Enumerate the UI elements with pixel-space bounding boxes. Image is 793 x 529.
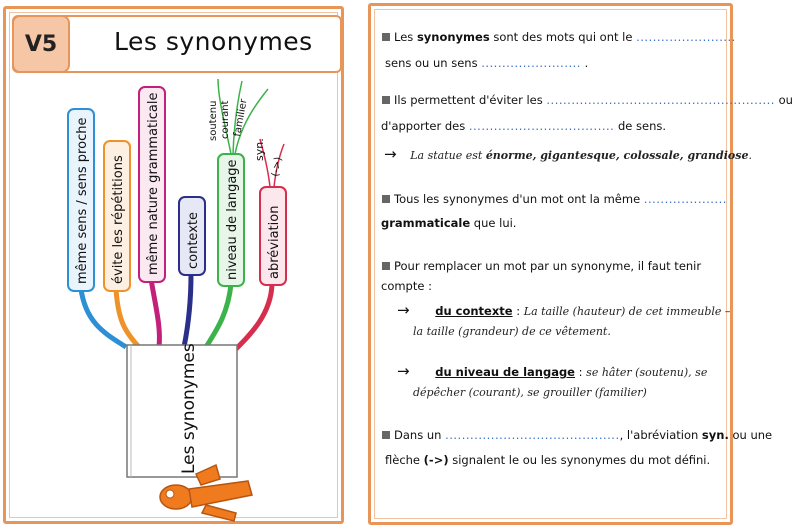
paragraph-2-line-1: Ils permettent d'éviter les ....................................................... ou — [382, 93, 793, 107]
paragraph-3-line-1: Tous les synonymes d'un mot ont la même .................... — [382, 192, 727, 206]
register-line-2: dépêcher (courant), se grouiller (familier) — [413, 386, 647, 399]
sub-label-syn: syn. — [253, 138, 266, 161]
blank-field: .......................................... — [445, 428, 620, 442]
branch-label-evite: évite les répétitions — [111, 155, 126, 284]
branch-label-abreviation: abréviation — [267, 205, 282, 279]
paragraph-1-line-1: Les synonymes sont des mots qui ont le ........................ — [382, 30, 736, 44]
branch-label-meme-nature: même nature grammaticale — [146, 92, 161, 275]
branch-label-contexte: contexte — [186, 212, 201, 269]
sub-label-familier: familier — [232, 98, 250, 138]
blank-field: ........................ — [481, 56, 581, 70]
example-1: → La statue est énorme, gigantesque, colossale, grandiose. — [384, 145, 752, 163]
bullet-square-icon — [382, 262, 390, 270]
bullet-square-icon — [382, 195, 390, 203]
bullet-square-icon — [382, 96, 390, 104]
blank-field: ........................ — [636, 30, 736, 44]
context-line-1: → du contexte : La taille (hauteur) de cet immeuble – — [397, 301, 731, 319]
mindmap-diagram — [6, 69, 341, 519]
paragraph-4-line-2: compte : — [381, 279, 432, 293]
mindmap-panel — [3, 6, 344, 524]
branch-line-orange — [116, 289, 139, 347]
page-title: Les synonymes — [114, 27, 313, 56]
paragraph-4-line-1: Pour remplacer un mot par un synonyme, il faut tenir — [382, 259, 701, 273]
branch-line-magenta — [151, 279, 159, 347]
context-line-2: la taille (grandeur) de ce vêtement. — [413, 325, 611, 338]
blank-field: ................................... — [468, 119, 615, 133]
lesson-badge: V5 — [12, 15, 70, 73]
paragraph-3-line-2: grammaticale que lui. — [381, 216, 517, 230]
blank-field: .................... — [643, 192, 727, 206]
sub-label-arrow: (->) — [270, 156, 285, 178]
bullet-square-icon — [382, 431, 390, 439]
arrow-right-icon: → — [384, 145, 397, 163]
register-line-1: → du niveau de langage : se hâter (soutenu), se — [397, 362, 708, 380]
paragraph-2-line-2: d'apporter des ................................... de sens. — [381, 119, 667, 133]
branch-line-red — [234, 284, 272, 351]
title-bar — [12, 15, 342, 73]
branch-label-meme-sens: même sens / sens proche — [75, 117, 90, 284]
arrow-right-icon: → — [397, 301, 410, 319]
center-label: Les synonymes — [179, 343, 199, 474]
sub-label-soutenu: soutenu — [208, 100, 219, 141]
bullet-square-icon — [382, 33, 390, 41]
sub-label-courant: courant — [220, 100, 231, 139]
branch-line-green — [206, 284, 231, 347]
arrow-right-icon: → — [397, 362, 410, 380]
paragraph-1-line-2: sens ou un sens ........................ . — [385, 56, 589, 70]
branch-label-niveau: niveau de langage — [225, 159, 240, 280]
branch-line-indigo — [184, 274, 191, 347]
paragraph-5-line-1: Dans un .........................................., l'abréviation syn. ou une — [382, 428, 772, 442]
paragraph-5-line-2: flèche (->) signalent le ou les synonymes du mot défini. — [385, 453, 711, 467]
blank-field: ....................................................... — [546, 93, 775, 107]
